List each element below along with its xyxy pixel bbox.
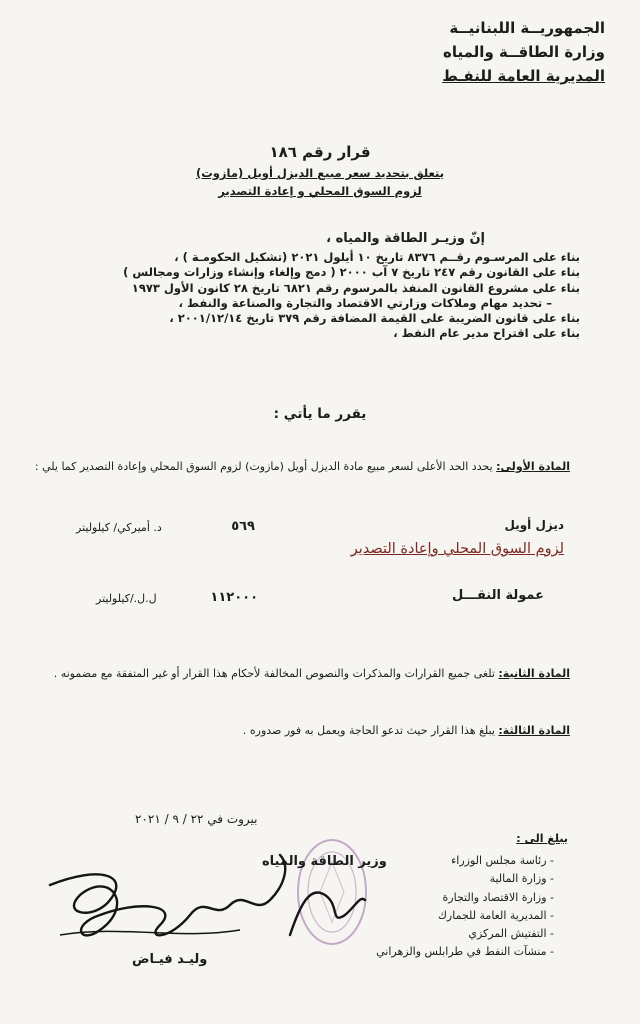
article-3-text: يبلغ هذا القرار حيث تدعو الحاجة ويعمل به فور صدوره .	[242, 724, 495, 737]
item-transport-unit: ل.ل./كيلوليتر	[96, 592, 157, 605]
reference-line: بناء على اقتراح مدير عام النفط ،	[393, 326, 580, 341]
subtitle-line-1: يتعلق بتحديد سعر مبيع الديزل أويل (مازوت)	[195, 166, 445, 180]
subtitle-line-2: لزوم السوق المحلي و إعادة التصدير	[218, 184, 422, 198]
article-2	[30, 665, 570, 683]
reference-line: بناء على قانون الضريبة على القيمة المضافة رقم ٣٧٩ تاريخ ٢٠٠١/١٢/١٤ ،	[169, 311, 580, 326]
reference-line: بناء على المرسـوم رقــم ٨٣٧٦ تاريخ ١٠ أيلول ٢٠٢١ (تشكيل الحكومـة ) ،	[174, 250, 580, 264]
recipient-item: - منشآت النفط في طرابلس والزهراني	[376, 943, 554, 961]
letterhead-ministry: وزارة الطاقــة والمياه	[443, 43, 605, 61]
reference-line: – تحديد مهام وملاكات وزارتي الاقتصاد والتجارة والصناعة والنفط ،	[178, 295, 552, 310]
article-3	[30, 722, 570, 740]
letterhead-republic: الجمهوريــة اللبنانيــة	[449, 19, 605, 37]
reference-line: بناء على مشروع القانون المنفذ بالمرسوم رقم ٦٨٢١ تاريخ ٢٨ كانون الأول ١٩٧٣	[131, 280, 580, 295]
article-2-label: المادة الثانية:	[498, 667, 570, 680]
article-3-label: المادة الثالثة:	[498, 724, 570, 737]
handwritten-signature	[40, 845, 370, 965]
item-diesel-name: ديزل أويل	[504, 518, 564, 532]
reference-line: بناء على القانون رقم ٢٤٧ تاريخ ٧ آب ٢٠٠٠ ( دمج وإلغاء وإنشاء وزارات ومجالس )	[123, 265, 580, 280]
issue-date: بيروت في ٢٢ / ٩ / ٢٠٢١	[135, 812, 258, 826]
decides-heading: يقرر ما يأتي :	[273, 406, 367, 422]
signatory-title: وزير الطاقة والمياه	[262, 854, 387, 869]
article-1-label: المادة الأولى:	[496, 460, 570, 473]
item-diesel-sub: لزوم السوق المحلي وإعادة التصدير	[350, 541, 564, 557]
recipient-item: - وزارة المالية	[376, 870, 554, 888]
recipients-block	[376, 830, 568, 961]
references-list	[123, 250, 580, 342]
recipient-item: - رئاسة مجلس الوزراء	[376, 852, 554, 870]
recipients-list	[376, 852, 568, 961]
article-2-text: تلغى جميع القرارات والمذكرات والنصوص المخالفة لأحكام هذا القرار أو غير المتفقة مع مضمونه .	[53, 667, 495, 680]
minister-line: إنّ وزيـر الطاقة والمياه ،	[326, 231, 485, 246]
letterhead	[442, 16, 605, 88]
recipient-item: - المديرية العامة للجمارك	[376, 907, 554, 925]
item-transport-name: عمولة النقـــل	[452, 588, 544, 603]
decision-title: قرار رقم ١٨٦	[269, 143, 371, 161]
recipient-item: - وزارة الاقتصاد والتجارة	[376, 889, 554, 907]
recipients-label: يبلغ الى :	[516, 832, 568, 845]
item-diesel-unit: د. أميركي/ كيلوليتر	[76, 521, 162, 534]
article-1-text: يحدد الحد الأعلى لسعر مبيع مادة الديزل أويل (مازوت) لزوم السوق المحلي وإعادة التصدير كما يلي :	[34, 460, 493, 473]
decision-subtitle	[0, 164, 640, 200]
item-diesel-price: ٥٦٩	[231, 519, 255, 534]
item-transport-price: ١١٢٠٠٠	[210, 590, 258, 605]
signatory-name: وليـد فيـاض	[132, 952, 208, 967]
letterhead-directorate: المديرية العامة للنفـط	[442, 67, 605, 85]
recipient-item: - التفتيش المركزي	[376, 925, 554, 943]
article-1	[28, 458, 570, 475]
